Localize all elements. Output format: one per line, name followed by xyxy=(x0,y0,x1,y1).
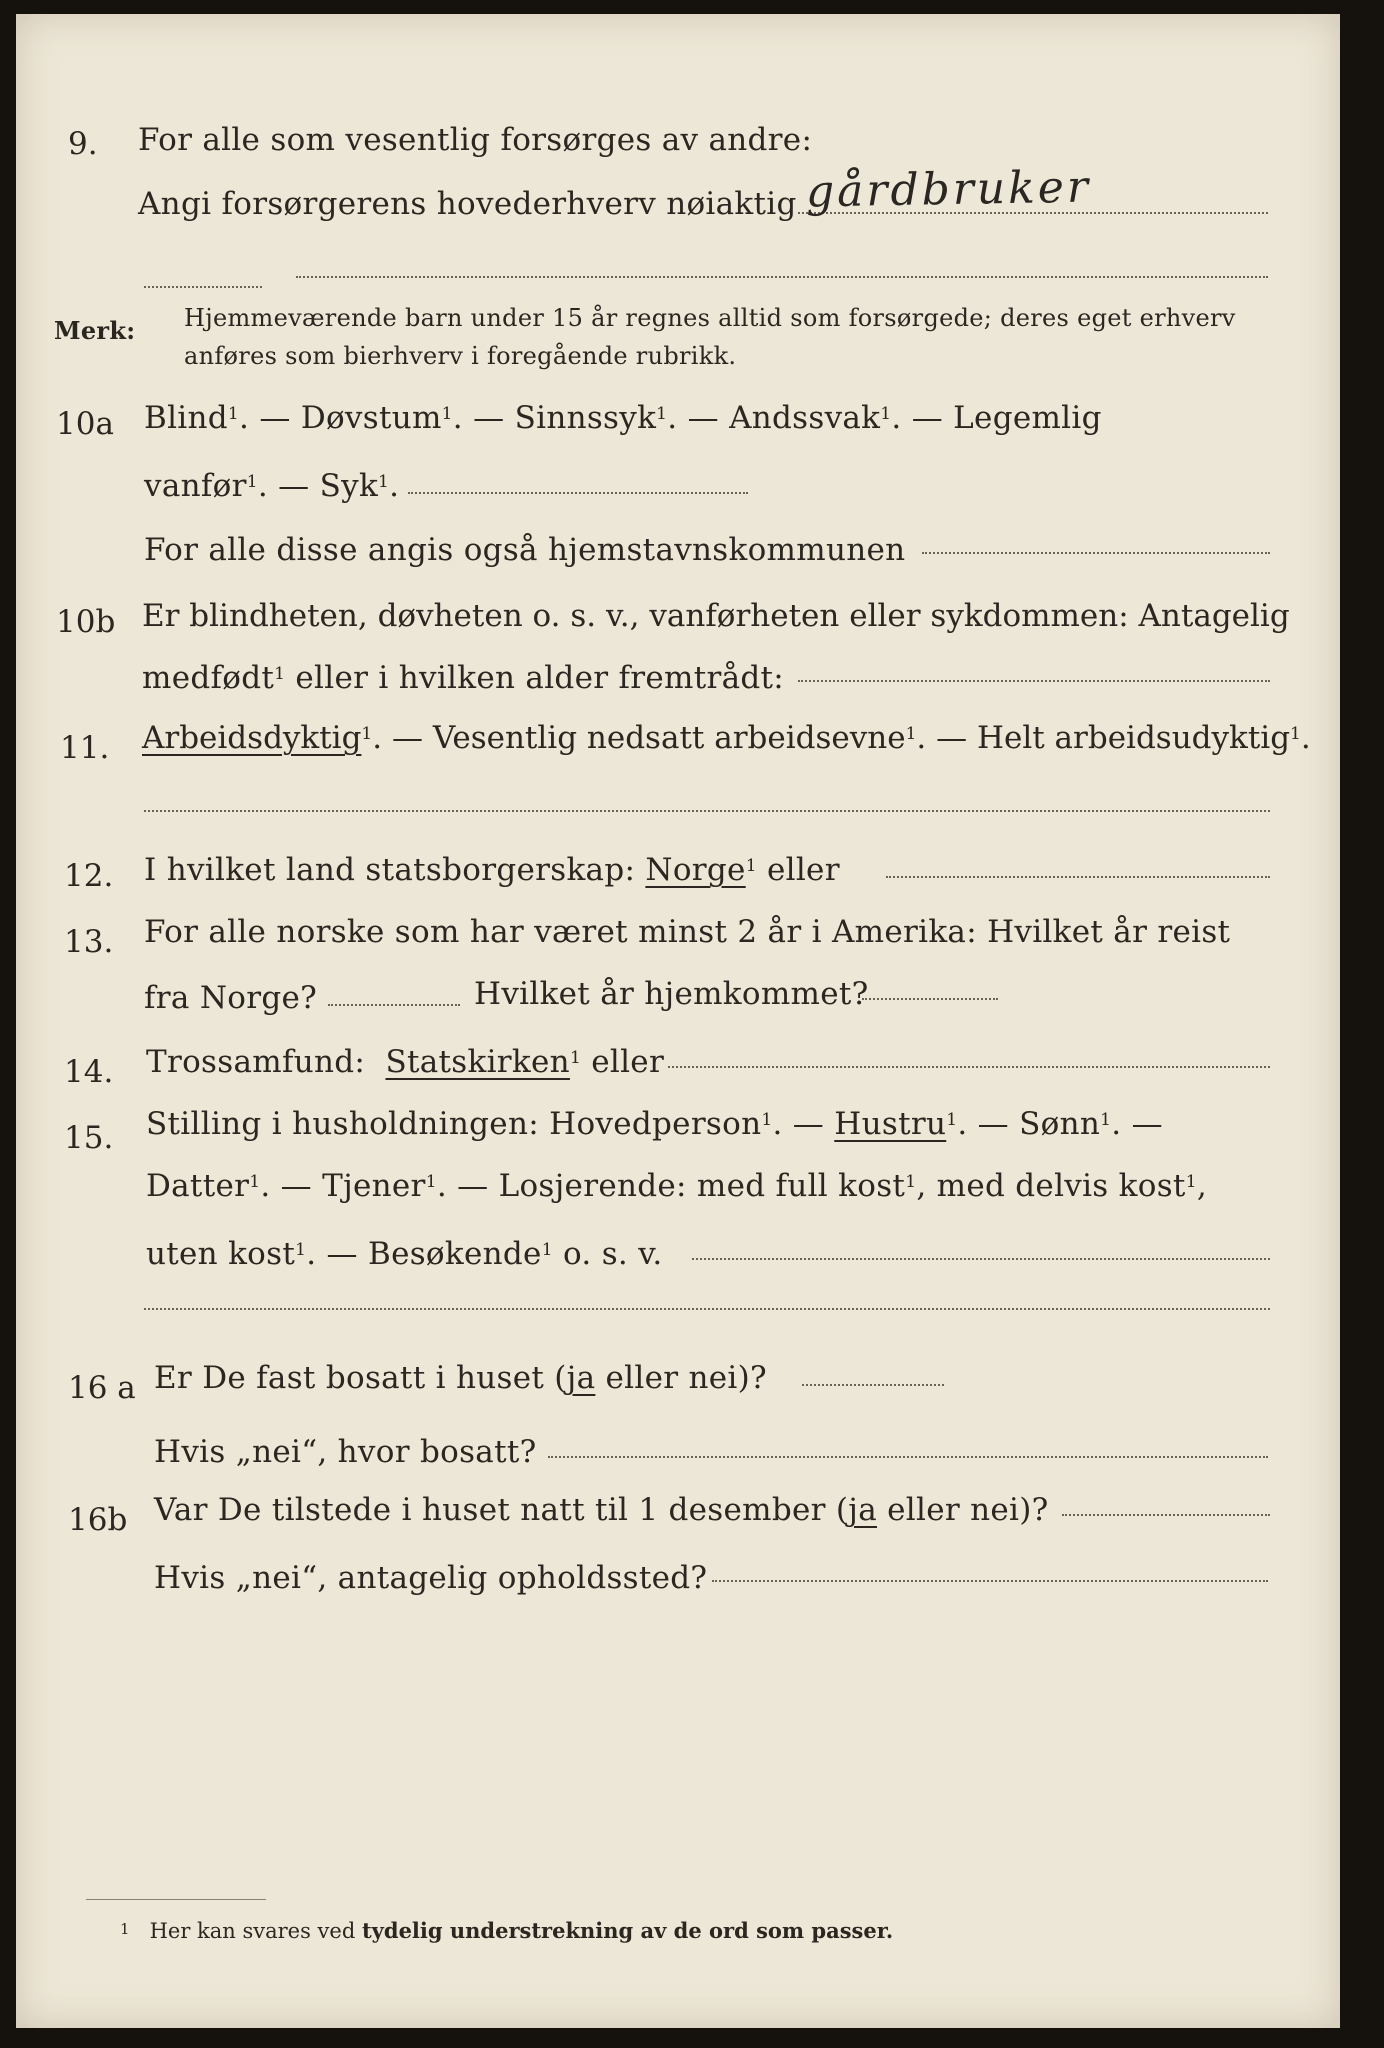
q14-line1: Trossamfund: Statskirken$^1$ eller xyxy=(146,1044,665,1080)
footnote-plain: Her kan svares ved xyxy=(149,1919,356,1943)
q13-number: 13. xyxy=(64,924,114,960)
q12-prefix: I hvilket land statsborgerskap: xyxy=(144,852,636,888)
q9-line1: For alle som vesentlig forsørges av andre: xyxy=(138,122,813,158)
q10a-line3: For alle disse angis også hjemstavnskommunen xyxy=(144,532,906,568)
q10a-andssvak: Andssvak xyxy=(729,400,881,436)
q14-prefix: Trossamfund: xyxy=(146,1044,366,1080)
q10b-line2-rest: eller i hvilken alder fremtrådt: xyxy=(295,660,785,696)
q12-norge: Norge xyxy=(645,852,746,888)
q16b-number: 16b xyxy=(68,1502,128,1538)
q16a-number: 16 a xyxy=(68,1370,136,1406)
merk-line2: anføres som bierhverv i foregående rubrikk. xyxy=(184,342,737,370)
q16b-line2: Hvis „nei“, antagelig opholdssted? xyxy=(154,1560,708,1596)
merk-line1: Hjemmeværende barn under 15 år regnes alltid som forsørgede; deres eget erhverv xyxy=(184,304,1236,332)
q13-line1: For alle norske som har været minst 2 år i Amerika: Hvilket år reist xyxy=(144,914,1231,950)
q15-line3: uten kost$^1$. — Besøkende$^1$ o. s. v. xyxy=(146,1236,663,1272)
q10b-line1: Er blindheten, døvheten o. s. v., vanførheten eller sykdommen: Antagelig xyxy=(142,598,1290,634)
q16a-bosatt-line xyxy=(548,1456,1268,1458)
q9-line2: Angi forsørgerens hovederhverv nøiaktig xyxy=(138,186,797,222)
q12-number: 12. xyxy=(64,858,114,894)
q15-datter: Datter xyxy=(146,1168,250,1204)
q10a-number: 10a xyxy=(56,406,114,442)
merk-label: Merk: xyxy=(54,316,136,345)
q15-sonn: Sønn xyxy=(1019,1106,1101,1142)
q16b-line1: Var De tilstede i huset natt til 1 desember (ja eller nei)? xyxy=(154,1492,1049,1528)
q16b-opholdssted-line xyxy=(712,1580,1268,1582)
q16a-line2: Hvis „nei“, hvor bosatt? xyxy=(154,1434,537,1470)
q10b-medfodt: medfødt xyxy=(142,660,275,696)
q11-arbeidsdyktig: Arbeidsdyktig xyxy=(142,720,362,756)
q10a-blind: Blind xyxy=(144,400,228,436)
q9-extra-line-a xyxy=(144,286,262,288)
q10a-syk: Syk xyxy=(319,468,379,504)
q10a-legemlig: Legemlig xyxy=(953,400,1102,436)
q16a-ja: ja xyxy=(566,1360,596,1396)
q15-uten: uten kost xyxy=(146,1236,296,1272)
q11-vesentlig: Vesentlig nedsatt arbeidsevne xyxy=(432,720,906,756)
q12-eller: eller xyxy=(766,852,840,888)
q15-answer-line xyxy=(692,1258,1270,1260)
q10a-dovstum: Døvstum xyxy=(300,400,442,436)
q15-hovedperson: Hovedperson xyxy=(549,1106,762,1142)
q15-losjerende: Losjerende: med full kost xyxy=(498,1168,906,1204)
footnote-mark: 1 xyxy=(120,1920,130,1938)
q13-hjemkommet-line xyxy=(862,998,998,1000)
q15-osv: o. s. v. xyxy=(562,1236,663,1272)
q15-line1: Stilling i husholdningen: Hovedperson$^1$. — Hustru$^1$. — Sønn$^1$. — xyxy=(146,1106,1163,1142)
q15-line2: Datter$^1$. — Tjener$^1$. — Losjerende: med full kost$^1$, med delvis kost$^1$, xyxy=(146,1168,1207,1204)
census-form-page xyxy=(16,14,1340,2028)
q15-prefix: Stilling i husholdningen: xyxy=(146,1106,539,1142)
q10b-line2: medfødt$^1$ eller i hvilken alder fremtrådt: xyxy=(142,660,785,696)
q10a-line2: vanfør$^1$. — Syk$^1$. xyxy=(144,468,400,504)
q16b-ja: ja xyxy=(848,1492,877,1528)
q11-helt: Helt arbeidsudyktig xyxy=(976,720,1291,756)
q13-fra-norge: fra Norge? xyxy=(144,980,318,1016)
q10b-answer-line xyxy=(798,680,1270,682)
q16a-line1: Er De fast bosatt i huset (ja eller nei)? xyxy=(154,1360,767,1396)
q15-tjener: Tjener xyxy=(322,1168,426,1204)
q13-hjemkommet: Hvilket år hjemkommet? xyxy=(474,976,869,1012)
q14-statskirken: Statskirken xyxy=(385,1044,570,1080)
q13-reist-line xyxy=(328,1004,460,1006)
q14-answer-line xyxy=(668,1066,1270,1068)
q11-line1: Arbeidsdyktig$^1$. — Vesentlig nedsatt arbeidsevne$^1$. — Helt arbeidsudyktig$^1$. xyxy=(142,720,1311,756)
footnote-bold: tydelig understrekning av de ord som passer. xyxy=(361,1918,894,1943)
q14-eller: eller xyxy=(591,1044,665,1080)
q9-extra-line-b xyxy=(296,276,1268,278)
q10a-vanfor: vanfør xyxy=(144,468,247,504)
q15-number: 15. xyxy=(64,1120,114,1156)
q9-handwritten-answer: gårdbruker xyxy=(805,161,1092,218)
q11-answer-line xyxy=(144,810,1270,812)
footnote xyxy=(120,1918,893,1943)
q14-number: 14. xyxy=(64,1054,114,1090)
q11-number: 11. xyxy=(60,730,110,766)
q10a-sinnssyk: Sinnssyk xyxy=(514,400,657,436)
q10a-hjemstavn-line xyxy=(922,552,1270,554)
q10a-line1: Blind$^1$. — Døvstum$^1$. — Sinnssyk$^1$. — Andssvak$^1$. — Legemlig xyxy=(144,400,1102,436)
q16b-answer-line xyxy=(1062,1514,1270,1516)
q16a-answer-line xyxy=(802,1384,944,1386)
footnote-rule xyxy=(86,1899,266,1900)
q15-besokende: Besøkende xyxy=(368,1236,542,1272)
q12-answer-line xyxy=(886,876,1270,878)
q10b-number: 10b xyxy=(56,604,116,640)
q12-line1: I hvilket land statsborgerskap: Norge$^1$ eller xyxy=(144,852,840,888)
q15-extra-line xyxy=(144,1308,1270,1310)
q15-delvis: med delvis kost xyxy=(936,1168,1186,1204)
q9-number: 9. xyxy=(68,126,98,162)
q10a-syk-line xyxy=(408,492,748,494)
q15-hustru: Hustru xyxy=(834,1106,947,1142)
